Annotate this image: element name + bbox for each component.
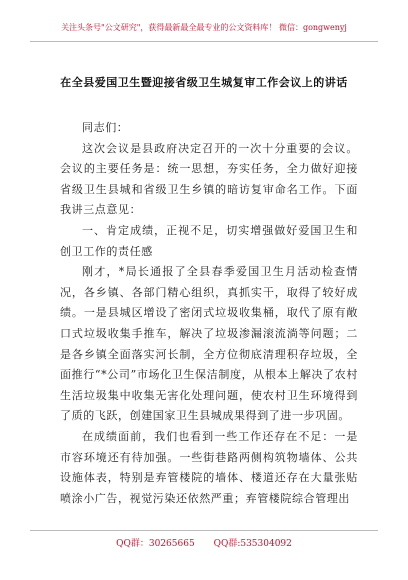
header-divider — [30, 41, 378, 42]
salutation: 同志们： — [82, 121, 129, 134]
footer-qq-group-1: QQ群：30265665 — [116, 539, 195, 549]
footer — [0, 536, 408, 549]
paragraph: 在成绩面前，我们也看到一些工作还存在不足：一是市容环境还有待加强。一些街巷路两侧构筑物墙体、公共设施体表，特别是弃管楼院的墙体、楼道还存在大量张贴喷涂小广告，视觉污染还依然严重；弃管楼院综合管理出 — [60, 429, 358, 505]
footer-qq-group-2: QQ群:535304092 — [213, 539, 292, 549]
paragraph: 这次会议是县政府决定召开的一次十分重要的会议。会议的主要任务是：统一思想，夯实任务，全力做好迎接省级卫生县城和省级卫生乡镇的暗访复审命名工作。下面我讲三点意见： — [60, 141, 358, 217]
section-heading: 一、肯定成绩，正视不足，切实增强做好爱国卫生和创卫工作的责任感 — [60, 223, 358, 258]
footer-divider — [30, 530, 378, 531]
promo-header: 关注头条号"公文研究"，获得最新最全最专业的公文资料库！ 微信：gongwenyj — [61, 23, 347, 32]
document-title: 在全县爱国卫生暨迎接省级卫生城复审工作会议上的讲话 — [60, 76, 348, 89]
document-body — [60, 118, 358, 509]
paragraph: 刚才，*局长通报了全县春季爱国卫生月活动检查情况，各乡镇、各部门精心组织，真抓实干，取得了较好成绩。一是县城区增设了密闭式垃圾收集桶，取代了原有敞口式垃圾收集手推车，解决了垃圾渗漏滚流淌等问题；二是各乡镇全面落实河长制，全方位彻底清理积存垃圾，全面推行“*公司”市场化卫生保洁制度，从根本上解决了农村生活垃圾集中收集无害化处理问题，使农村卫生环境得到了质的飞跃，创建国家卫生县城成果得到了进一步巩固。 — [60, 265, 358, 423]
